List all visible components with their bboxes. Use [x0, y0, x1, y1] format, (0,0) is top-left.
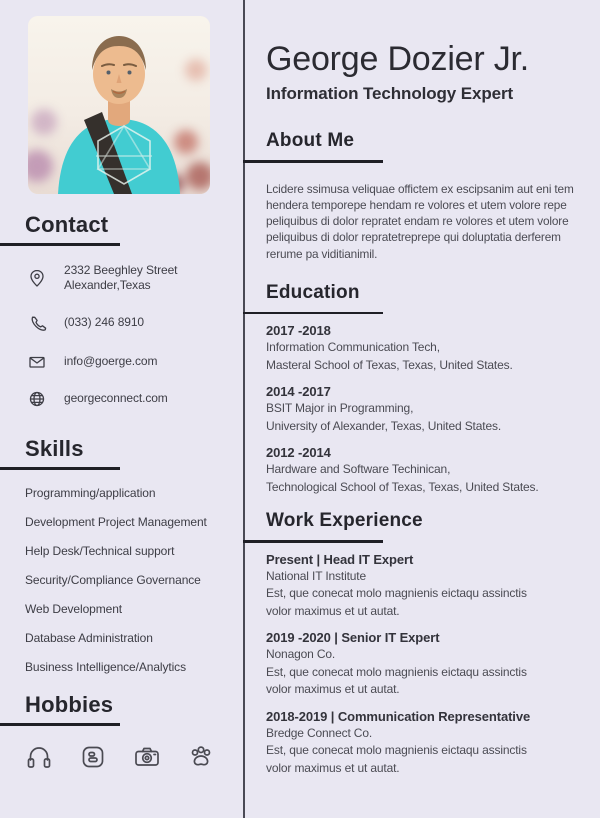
- skill-item: Development Project Management: [25, 514, 207, 529]
- phone-number: (033) 246 8910: [64, 315, 144, 329]
- portrait-illustration: [28, 16, 210, 194]
- work-entry: [266, 551, 584, 621]
- skill-item: Database Administration: [25, 630, 153, 645]
- location-pin-icon: [27, 268, 47, 288]
- education-entry: [266, 383, 584, 435]
- skill-item: Programming/application: [25, 485, 156, 500]
- hobbies-heading: Hobbies: [25, 692, 114, 717]
- headphones-icon: [25, 743, 53, 771]
- work-underline: [243, 540, 383, 543]
- education-entries: [266, 322, 584, 496]
- globe-icon: [27, 389, 47, 409]
- work-entry: [266, 708, 584, 778]
- work-description: Est, que conecat molo magnienis eictaqu assinctis: [266, 743, 527, 758]
- job-title: Information Technology Expert: [266, 84, 514, 103]
- work-entry: [266, 629, 584, 699]
- person-name: George Dozier Jr.: [266, 40, 530, 78]
- work-description: volor maximus et ut autat.: [266, 760, 400, 775]
- email-address: info@goerge.com: [64, 354, 158, 368]
- skills-section: [0, 436, 243, 689]
- column-divider: [243, 0, 245, 818]
- hobbies-underline: [0, 723, 120, 726]
- paw-icon: [187, 743, 215, 771]
- work-company: Bredge Connect Co.: [266, 725, 373, 740]
- hobby-icons-row: [25, 743, 243, 771]
- work-title: 2018-2019 | Communication Representative: [266, 708, 531, 724]
- skill-item: Help Desk/Technical support: [25, 543, 175, 558]
- blog-icon: [79, 743, 107, 771]
- education-section: [266, 282, 584, 497]
- skill-item: Web Development: [25, 601, 122, 616]
- about-underline: [243, 160, 383, 163]
- work-description: Est, que conecat molo magnienis eictaqu assinctis: [266, 586, 527, 601]
- education-school: University of Alexander, Texas, United States.: [266, 418, 502, 433]
- camera-icon: [133, 743, 161, 771]
- work-entries: [266, 551, 584, 778]
- contact-phone: [27, 313, 243, 333]
- work-company: Nonagon Co.: [266, 647, 336, 662]
- work-heading: Work Experience: [266, 510, 423, 532]
- work-experience-section: [266, 510, 584, 777]
- contact-section: [0, 212, 243, 409]
- education-years: 2014 -2017: [266, 384, 331, 400]
- work-title: 2019 -2020 | Senior IT Expert: [266, 630, 440, 646]
- about-text: Lcidere ssimusa veliquae offictem ex escipsanim aut eni tem hendera temporepe hendam re volores et utem volore repe peliquibus di dolor repratet endam re volores et utem volore peliquibus di dolor repratetreprepe qui doluptatia derferem rerume pa viditianimil.: [266, 181, 574, 261]
- work-description: volor maximus et ut autat.: [266, 603, 400, 618]
- skill-item: Business Intelligence/Analytics: [25, 659, 186, 674]
- education-years: 2017 -2018: [266, 323, 331, 339]
- phone-icon: [27, 313, 47, 333]
- contact-email: [27, 352, 243, 372]
- education-underline: [243, 312, 383, 315]
- address-line-1: 2332 Beeghley Street: [64, 262, 178, 277]
- contact-underline: [0, 243, 120, 246]
- about-heading: About Me: [266, 130, 355, 151]
- work-description: volor maximus et ut autat.: [266, 682, 400, 697]
- website-url: georgeconnect.com: [64, 391, 168, 405]
- hobbies-section: [0, 692, 243, 771]
- email-icon: [27, 352, 47, 372]
- contact-heading: Contact: [25, 212, 109, 237]
- work-description: Est, que conecat molo magnienis eictaqu assinctis: [266, 664, 527, 679]
- education-school: Masteral School of Texas, Texas, United States.: [266, 357, 513, 372]
- education-degree: Hardware and Software Techinican,: [266, 462, 451, 477]
- skills-heading: Skills: [25, 436, 84, 461]
- education-years: 2012 -2014: [266, 445, 331, 461]
- education-entry: [266, 322, 584, 374]
- education-degree: BSIT Major in Programming,: [266, 401, 414, 416]
- work-company: National IT Institute: [266, 568, 367, 583]
- profile-photo: [28, 16, 210, 194]
- work-title: Present | Head IT Expert: [266, 551, 414, 567]
- education-heading: Education: [266, 281, 360, 303]
- education-degree: Information Communication Tech,: [266, 340, 440, 355]
- education-entry: [266, 444, 584, 496]
- about-section: [266, 130, 584, 262]
- contact-address: [27, 263, 243, 293]
- skills-list: [25, 486, 243, 675]
- skills-underline: [0, 467, 120, 470]
- skill-item: Security/Compliance Governance: [25, 572, 201, 587]
- main-column: [266, 0, 584, 786]
- education-school: Technological School of Texas, Texas, United States.: [266, 479, 539, 494]
- contact-website: [27, 389, 243, 409]
- address-line-2: Alexander,Texas: [64, 277, 151, 292]
